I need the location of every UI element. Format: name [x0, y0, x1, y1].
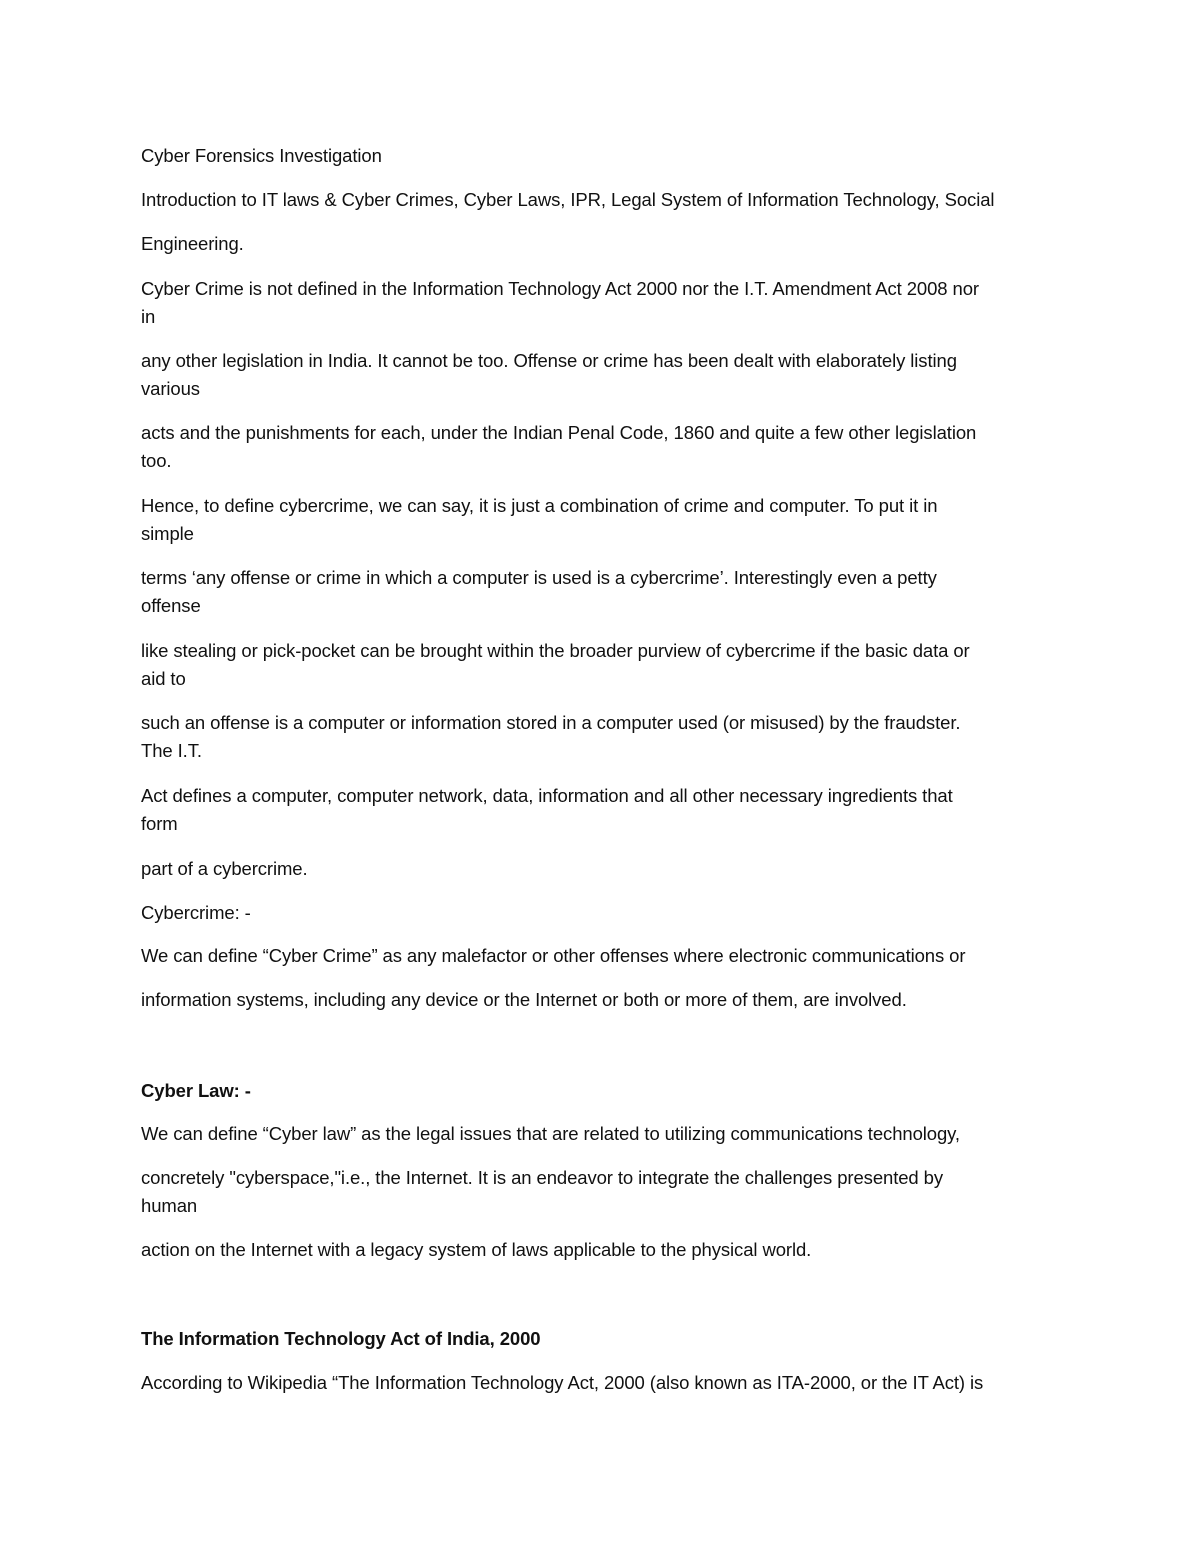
cyberlaw-heading-text: Cyber Law: - — [141, 1080, 251, 1101]
body-line: acts and the punishments for each, under the Indian Penal Code, 1860 and quite a few other legislation — [141, 422, 977, 443]
body-line: like stealing or pick-pocket can be brought within the broader purview of cybercrime if the basic data or — [141, 640, 970, 661]
cyberlaw-line-2: concretely "cyberspace,"i.e., the Internet. It is an endeavor to integrate the challenges presented by — [141, 1167, 944, 1188]
body-line-wrap: various — [141, 378, 200, 399]
cybercrime-definition-line-1: We can define “Cyber Crime” as any malefactor or other offenses where electronic communications or — [141, 945, 966, 966]
body-paragraph — [141, 492, 1061, 548]
cybercrime-heading — [141, 899, 1061, 927]
body-line-wrap: aid to — [141, 668, 186, 689]
cyberlaw-line-2-wrap: human — [141, 1195, 198, 1216]
body-line-wrap: offense — [141, 595, 201, 616]
body-line-wrap: in — [141, 306, 156, 327]
intro-line-1: Introduction to IT laws & Cyber Crimes, Cyber Laws, IPR, Legal System of Information Technology, Social — [141, 189, 995, 210]
body-line-wrap: form — [141, 813, 178, 834]
cybercrime-definition-line-2: information systems, including any device or the Internet or both or more of them, are involved. — [141, 989, 907, 1010]
cybercrime-heading-text: Cybercrime: - — [141, 902, 251, 923]
ita-paragraph — [141, 1369, 1061, 1397]
body-paragraph — [141, 419, 1061, 475]
body-line: Cyber Crime is not defined in the Information Technology Act 2000 nor the I.T. Amendment Act 2008 nor — [141, 278, 979, 299]
body-paragraph — [141, 637, 1061, 693]
cyberlaw-definition-continued — [141, 1164, 1061, 1220]
intro-paragraph-continued — [141, 230, 1061, 258]
body-line: terms ‘any offense or crime in which a computer is used is a cybercrime’. Interestingly even a petty — [141, 567, 937, 588]
intro-paragraph — [141, 186, 1061, 214]
ita-heading — [141, 1325, 1061, 1353]
ita-heading-text: The Information Technology Act of India, 2000 — [141, 1328, 541, 1349]
body-paragraph — [141, 855, 1061, 883]
document-title — [141, 142, 1061, 170]
cyberlaw-definition — [141, 1120, 1061, 1148]
cybercrime-definition-continued — [141, 986, 1061, 1014]
body-line: Act defines a computer, computer network, data, information and all other necessary ingredients that — [141, 785, 953, 806]
title-text: Cyber Forensics Investigation — [141, 145, 382, 166]
body-line: any other legislation in India. It cannot be too. Offense or crime has been dealt with elaborately listing — [141, 350, 957, 371]
body-line-wrap: too. — [141, 450, 172, 471]
cybercrime-definition — [141, 942, 1061, 970]
ita-line-1: According to Wikipedia “The Information Technology Act, 2000 (also known as ITA-2000, or the IT Act) is — [141, 1372, 984, 1393]
body-paragraph — [141, 782, 1061, 838]
intro-line-2: Engineering. — [141, 233, 244, 254]
body-line-wrap: simple — [141, 523, 194, 544]
body-paragraph — [141, 709, 1061, 765]
body-line: Hence, to define cybercrime, we can say, it is just a combination of crime and computer. To put it in — [141, 495, 938, 516]
body-paragraph — [141, 275, 1061, 331]
body-paragraph — [141, 347, 1061, 403]
cyberlaw-line-3: action on the Internet with a legacy system of laws applicable to the physical world. — [141, 1239, 812, 1260]
body-paragraph — [141, 564, 1061, 620]
cyberlaw-line-1: We can define “Cyber law” as the legal issues that are related to utilizing communications technology, — [141, 1123, 960, 1144]
body-line: part of a cybercrime. — [141, 858, 308, 879]
cyberlaw-definition-end — [141, 1236, 1061, 1264]
body-line-wrap: The I.T. — [141, 740, 202, 761]
body-line: such an offense is a computer or information stored in a computer used (or misused) by the fraudster. — [141, 712, 961, 733]
cyberlaw-heading — [141, 1077, 1061, 1105]
